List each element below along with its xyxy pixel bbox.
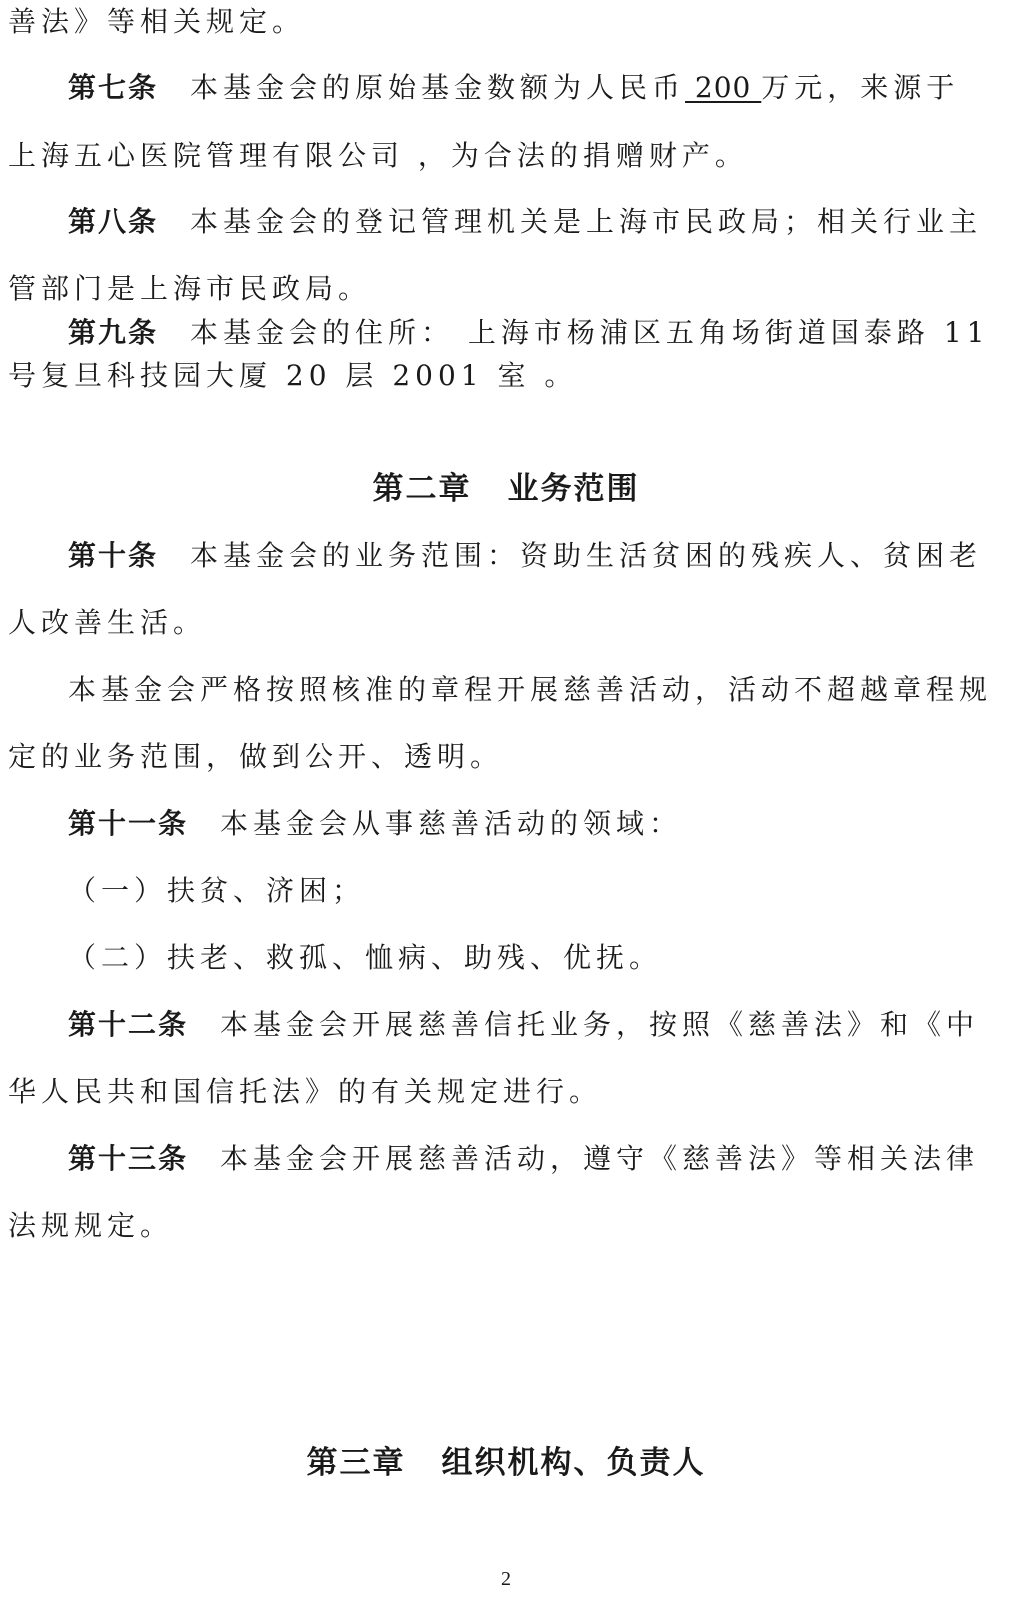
page-number: 2 (501, 1568, 511, 1590)
article-8-line-1 (68, 200, 983, 244)
article-10-line-1 (68, 534, 983, 578)
article-label: 第九条 (68, 316, 159, 349)
line-text: 善法》等相关规定。 (8, 5, 306, 38)
text-line (8, 735, 933, 779)
article-text: 本基金会从事慈善活动的领域： (220, 807, 683, 840)
list-item (68, 936, 933, 980)
article-label: 第十条 (68, 539, 159, 572)
line-text: 定的业务范围，做到公开、透明。 (8, 740, 504, 773)
article-text-cont: 万元，来源于 (761, 71, 960, 104)
article-13-line-1 (68, 1137, 980, 1181)
article-label: 第七条 (68, 71, 159, 104)
chapter-number: 第三章 (306, 1445, 406, 1481)
text-line (8, 1070, 933, 1114)
line-text: 管部门是上海市民政局。 (8, 272, 372, 305)
article-7-line-1 (68, 66, 960, 110)
chapter-title: 组织机构、负责人 (441, 1445, 706, 1481)
article-text: 本基金会的住所： 上海市杨浦区五角场街道国泰路 11 (190, 316, 990, 349)
text-line (8, 1204, 933, 1248)
text-line (8, 0, 933, 44)
paragraph-line (68, 668, 993, 712)
line-text: 法规规定。 (8, 1209, 174, 1242)
chapter-number: 第二章 (372, 471, 472, 507)
text-line (8, 134, 933, 178)
text-line (8, 354, 933, 398)
line-text: 人改善生活。 (8, 606, 207, 639)
fund-amount: 200 (685, 71, 762, 104)
article-text: 本基金会的业务范围：资助生活贫困的残疾人、贫困老 (190, 539, 983, 572)
article-text: 本基金会的原始基金数额为人民币 (190, 71, 686, 104)
list-item (68, 869, 933, 913)
chapter-3-heading (0, 1440, 1012, 1486)
article-9-line-1 (68, 311, 990, 355)
article-label: 第十一条 (68, 807, 189, 840)
article-label: 第八条 (68, 205, 159, 238)
article-label: 第十三条 (68, 1142, 189, 1175)
line-text: 上海五心医院管理有限公司 ，为合法的捐赠财产。 (8, 139, 748, 172)
article-label: 第十二条 (68, 1008, 189, 1041)
article-text: 本基金会的登记管理机关是上海市民政局；相关行业主 (190, 205, 983, 238)
chapter-title: 业务范围 (507, 471, 640, 507)
text-line (8, 601, 933, 645)
line-text: 号复旦科技园大厦 20 层 2001 室 。 (8, 359, 578, 392)
line-text: （一）扶贫、济困； (68, 874, 366, 907)
line-text: （二）扶老、救孤、恤病、助残、优抚。 (68, 941, 663, 974)
line-text: 华人民共和国信托法》的有关规定进行。 (8, 1075, 603, 1108)
text-line (8, 267, 933, 311)
article-12-line-1 (68, 1003, 980, 1047)
chapter-2-heading (0, 466, 1012, 512)
article-11-line-1 (68, 802, 933, 846)
line-text: 本基金会严格按照核准的章程开展慈善活动，活动不超越章程规 (68, 673, 993, 706)
article-text: 本基金会开展慈善信托业务，按照《慈善法》和《中 (220, 1008, 980, 1041)
article-text: 本基金会开展慈善活动，遵守《慈善法》等相关法律 (220, 1142, 980, 1175)
